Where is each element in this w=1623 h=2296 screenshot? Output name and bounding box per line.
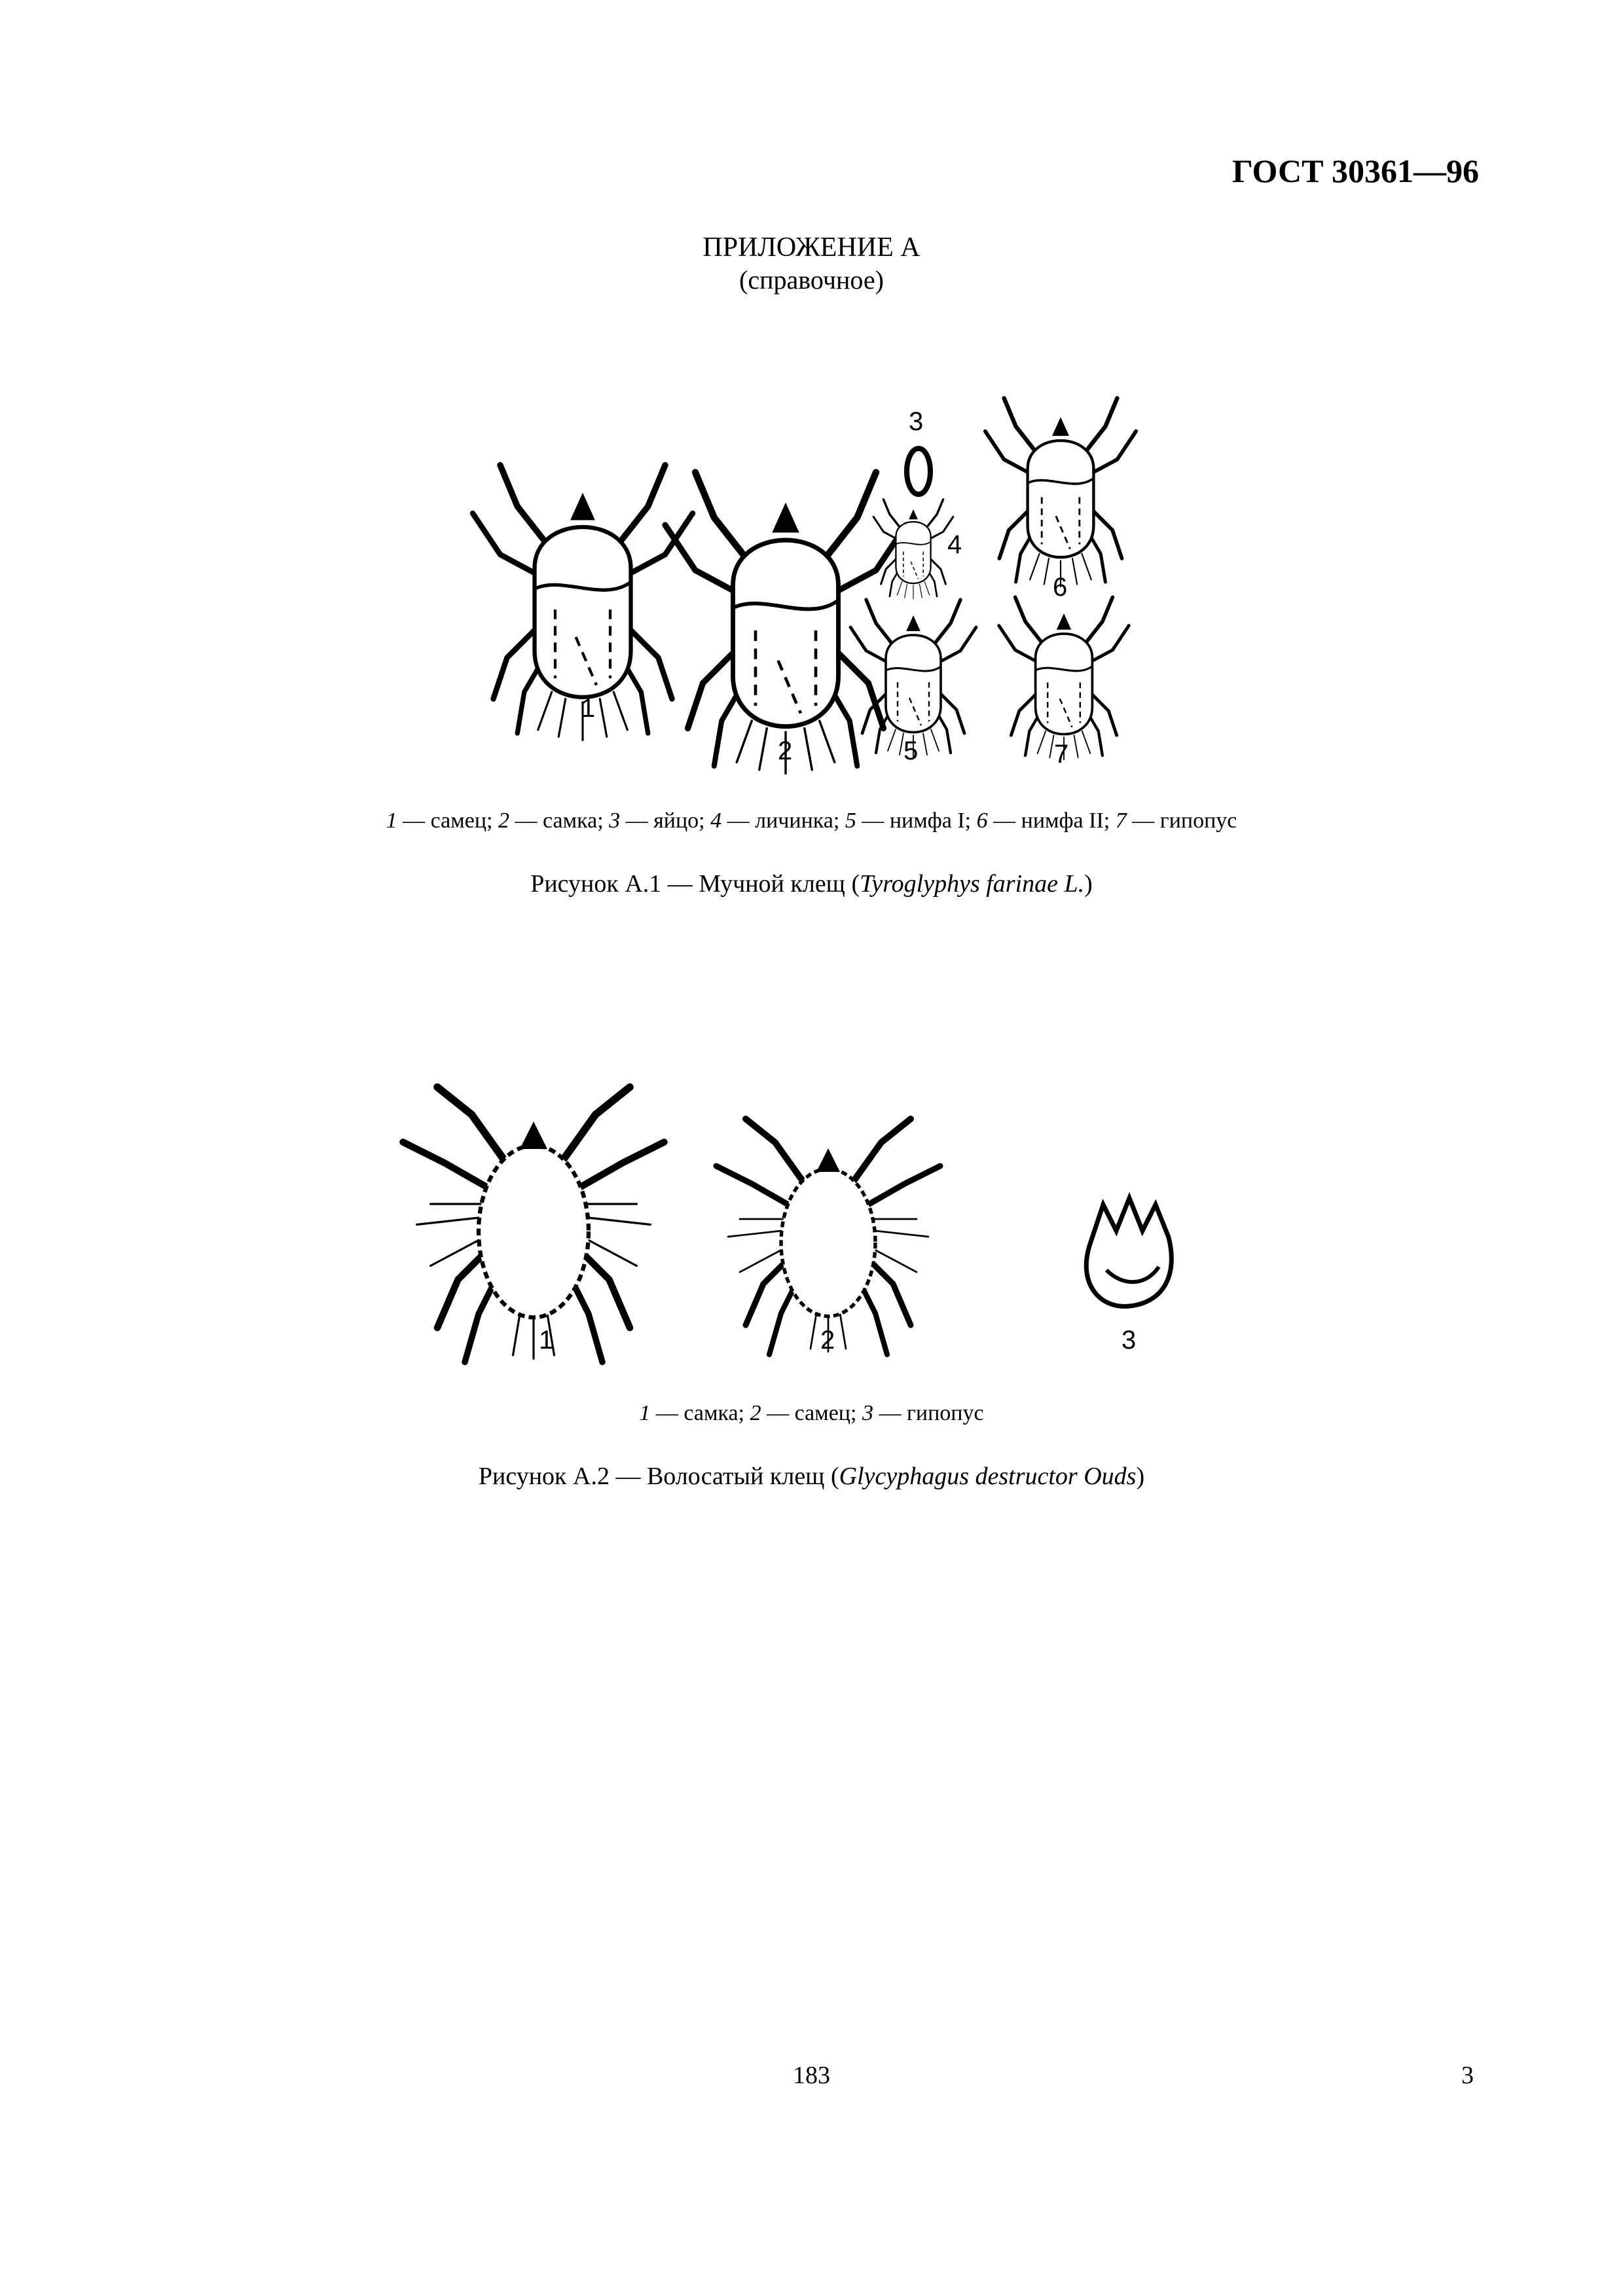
fig2-caption-prefix: Рисунок А.2 — Волосатый клещ ( xyxy=(478,1463,839,1490)
mite-hypopus1-drawing xyxy=(999,597,1129,759)
fig2-legend-num-2: 2 xyxy=(750,1401,761,1425)
page-number-corner: 3 xyxy=(1461,2062,1474,2089)
fig2-caption-latin: Glycyphagus destructor Ouds xyxy=(839,1463,1137,1490)
mite-nymph2-drawing xyxy=(985,398,1136,587)
fig1-label-4: 4 xyxy=(947,530,962,559)
fig1-legend-text-1: — самец; xyxy=(397,809,498,833)
fig1-legend-num-2: 2 xyxy=(498,809,509,833)
hairy-mite-hypopus-drawing xyxy=(1086,1198,1171,1306)
fig1-legend xyxy=(0,809,1623,833)
fig1-legend-text-6: — нимфа II; xyxy=(987,809,1116,833)
fig1-caption-latin: Tyroglyphys farinae L. xyxy=(860,870,1085,898)
fig1-label-6: 6 xyxy=(1053,573,1068,602)
fig1-legend-text-3: — яйцо; xyxy=(620,809,711,833)
fig2-label-2: 2 xyxy=(820,1326,835,1355)
page-number-center: 183 xyxy=(793,2062,830,2089)
mite-female-drawing xyxy=(665,473,906,774)
fig1-label-2: 2 xyxy=(778,737,793,765)
fig1-legend-text-7: — гипопус xyxy=(1126,809,1237,833)
fig1-legend-num-7: 7 xyxy=(1115,809,1127,833)
fig1-legend-text-5: — нимфа I; xyxy=(856,809,977,833)
fig1-legend-text-2: — самка; xyxy=(509,809,610,833)
fig1-label-7: 7 xyxy=(1054,740,1069,769)
fig1-label-5: 5 xyxy=(903,737,919,765)
mite-nymph1-drawing xyxy=(850,600,976,757)
fig2-label-3: 3 xyxy=(1122,1326,1137,1355)
fig1-label-3: 3 xyxy=(909,407,924,436)
fig1-legend-num-6: 6 xyxy=(976,809,988,833)
fig2-legend-num-3: 3 xyxy=(862,1401,873,1425)
fig1-legend-num-4: 4 xyxy=(710,809,722,833)
hairy-mite-female-drawing xyxy=(403,1087,665,1362)
fig1-caption-suffix: ) xyxy=(1084,870,1093,898)
fig2-caption xyxy=(0,1462,1623,1491)
fig2-legend-text-2: — самец; xyxy=(761,1401,862,1425)
fig2-legend-text-3: — гипопус xyxy=(873,1401,984,1425)
fig1-caption xyxy=(0,869,1623,898)
mite-larva-drawing xyxy=(873,500,953,599)
mite-egg-drawing xyxy=(907,448,930,494)
appendix-subtitle: (справочное) xyxy=(739,265,884,295)
fig1-label-1: 1 xyxy=(581,694,596,723)
fig2-label-1: 1 xyxy=(539,1326,554,1355)
fig1-legend-num-5: 5 xyxy=(845,809,856,833)
hairy-mite-male-drawing xyxy=(716,1119,940,1355)
fig1-caption-prefix: Рисунок А.1 — Мучной клещ ( xyxy=(530,870,860,898)
fig2-legend xyxy=(0,1401,1623,1426)
fig2-caption-suffix: ) xyxy=(1136,1463,1145,1490)
appendix-title: ПРИЛОЖЕНИЕ А xyxy=(702,232,921,263)
fig1-legend-num-1: 1 xyxy=(386,809,397,833)
fig2-legend-text-1: — самка; xyxy=(650,1401,750,1425)
document-header: ГОСТ 30361—96 xyxy=(1231,153,1479,189)
fig2-legend-num-1: 1 xyxy=(639,1401,651,1425)
fig1-legend-text-4: — личинка; xyxy=(721,809,845,833)
fig1-legend-num-3: 3 xyxy=(609,809,621,833)
